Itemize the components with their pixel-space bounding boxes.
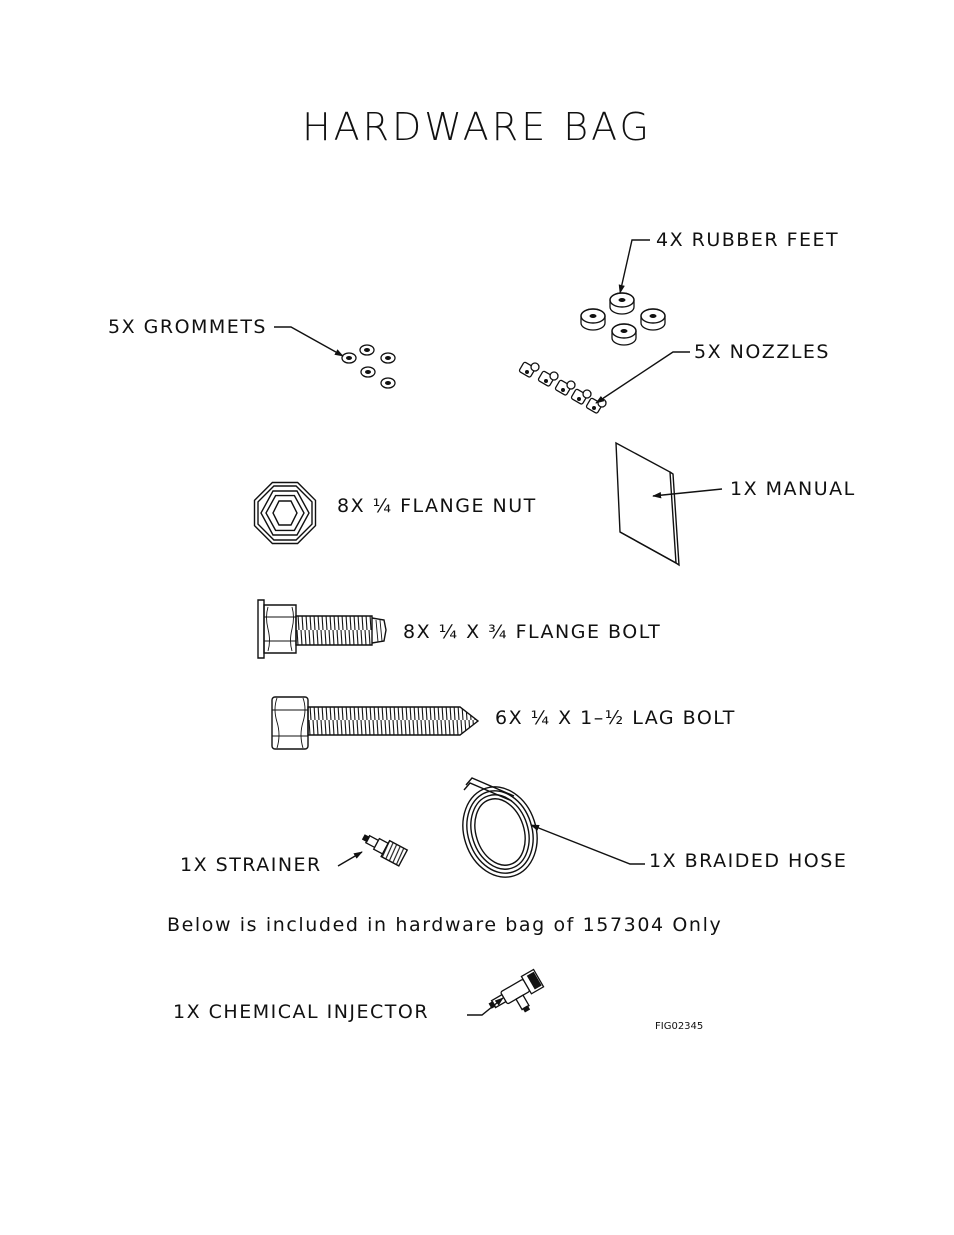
chemical-injector-label: 1X CHEMICAL INJECTOR <box>173 1001 430 1023</box>
grommet <box>361 367 375 377</box>
rubber-feet-label: 4X RUBBER FEET <box>656 229 840 251</box>
manual-label: 1X MANUAL <box>730 478 856 500</box>
grommets-illustration <box>274 327 395 388</box>
rubber-foot <box>610 293 634 314</box>
lag-bolt-illustration <box>272 697 478 749</box>
braided-hose-illustration <box>452 777 645 887</box>
nozzle <box>538 371 558 387</box>
grommets-leader <box>274 327 343 356</box>
nozzle <box>519 362 539 378</box>
rubber-feet-leader <box>620 240 650 293</box>
nozzle <box>586 398 606 414</box>
rubber-feet-illustration <box>581 240 665 345</box>
grommets-label: 5X GROMMETS <box>108 316 267 338</box>
grommet <box>381 378 395 388</box>
manual-illustration <box>616 443 722 565</box>
flange-bolt-illustration <box>258 600 386 658</box>
chemical-injector-illustration <box>467 969 550 1026</box>
strainer-label: 1X STRAINER <box>180 854 322 876</box>
manual-leader <box>653 489 722 496</box>
nozzle <box>555 380 575 396</box>
rubber-foot <box>641 309 665 330</box>
figure-id: FIG02345 <box>655 1021 704 1032</box>
nozzles-label: 5X NOZZLES <box>694 341 830 363</box>
rubber-foot <box>581 309 605 330</box>
braided-hose-leader <box>531 825 645 864</box>
lag-bolt-label: 6X ¼ X 1–½ LAG BOLT <box>495 707 736 729</box>
braided-hose-label: 1X BRAIDED HOSE <box>649 850 848 872</box>
strainer-leader <box>338 852 362 866</box>
flange-nut-label: 8X ¼ FLANGE NUT <box>337 495 537 517</box>
page-title: HARDWARE BAG <box>302 105 652 149</box>
model-note: Below is included in hardware bag of 157304 Only <box>167 914 723 936</box>
grommet <box>360 345 374 355</box>
nozzles-illustration <box>519 352 690 414</box>
nozzles-leader <box>596 352 690 403</box>
flange-bolt-label: 8X ¼ X ¾ FLANGE BOLT <box>403 621 662 643</box>
flange-nut-illustration <box>255 483 316 544</box>
rubber-foot <box>612 324 636 345</box>
strainer-illustration <box>338 829 407 866</box>
grommet <box>342 353 356 363</box>
grommet <box>381 353 395 363</box>
